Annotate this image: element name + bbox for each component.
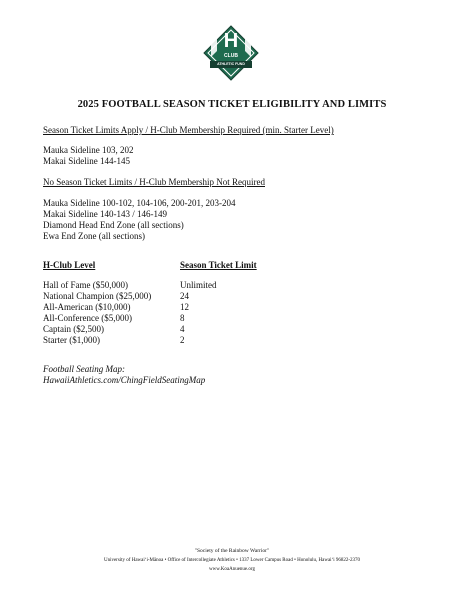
section2-item: Makai Sideline 140-143 / 146-149 — [43, 209, 167, 219]
section1-heading: Season Ticket Limits Apply / H-Club Membership Required (min. Starter Level) — [43, 125, 334, 135]
level-name: Hall of Fame ($50,000) — [43, 280, 128, 290]
section1-item: Makai Sideline 144-145 — [43, 156, 130, 166]
level-name: All-American ($10,000) — [43, 302, 131, 312]
seating-map-label: Football Seating Map: — [43, 364, 125, 374]
level-name: National Champion ($25,000) — [43, 291, 152, 301]
seating-map-link[interactable]: HawaiiAthletics.com/ChingFieldSeatingMap — [43, 375, 206, 385]
level-limit: 8 — [180, 313, 185, 323]
level-name: Captain ($2,500) — [43, 324, 104, 334]
level-limit: 12 — [180, 302, 189, 312]
levels-header-limit: Season Ticket Limit — [180, 260, 257, 270]
level-limit: 2 — [180, 335, 185, 345]
section2-item: Diamond Head End Zone (all sections) — [43, 220, 184, 230]
level-limit: 24 — [180, 291, 189, 301]
logo-club-text: CLUB — [224, 53, 238, 59]
level-limit: Unlimited — [180, 280, 217, 290]
section2-item: Ewa End Zone (all sections) — [43, 231, 145, 241]
logo-letter: H — [223, 30, 239, 52]
section1-item: Mauka Sideline 103, 202 — [43, 145, 134, 155]
footer-address: University of Hawaiʻi-Mānoa • Office of Intercollegiate Athletics • 1337 Lower Campus Road • Honolulu, Hawaiʻi 96822-2370 — [103, 558, 361, 563]
levels-header-level: H-Club Level — [43, 260, 96, 270]
logo-band-text: ATHLETIC FUND — [217, 62, 245, 66]
level-name: All-Conference ($5,000) — [43, 313, 132, 323]
section2-heading: No Season Ticket Limits / H-Club Membership Not Required — [43, 177, 265, 187]
footer-website[interactable]: www.KoaAnuenue.org — [209, 567, 255, 572]
section2-item: Mauka Sideline 100-102, 104-106, 200-201, 203-204 — [43, 198, 236, 208]
level-limit: 4 — [180, 324, 185, 334]
level-name: Starter ($1,000) — [43, 335, 100, 345]
page-title: 2025 FOOTBALL SEASON TICKET ELIGIBILITY AND LIMITS — [77, 99, 387, 110]
footer-motto: "Society of the Rainbow Warrior" — [194, 548, 270, 554]
